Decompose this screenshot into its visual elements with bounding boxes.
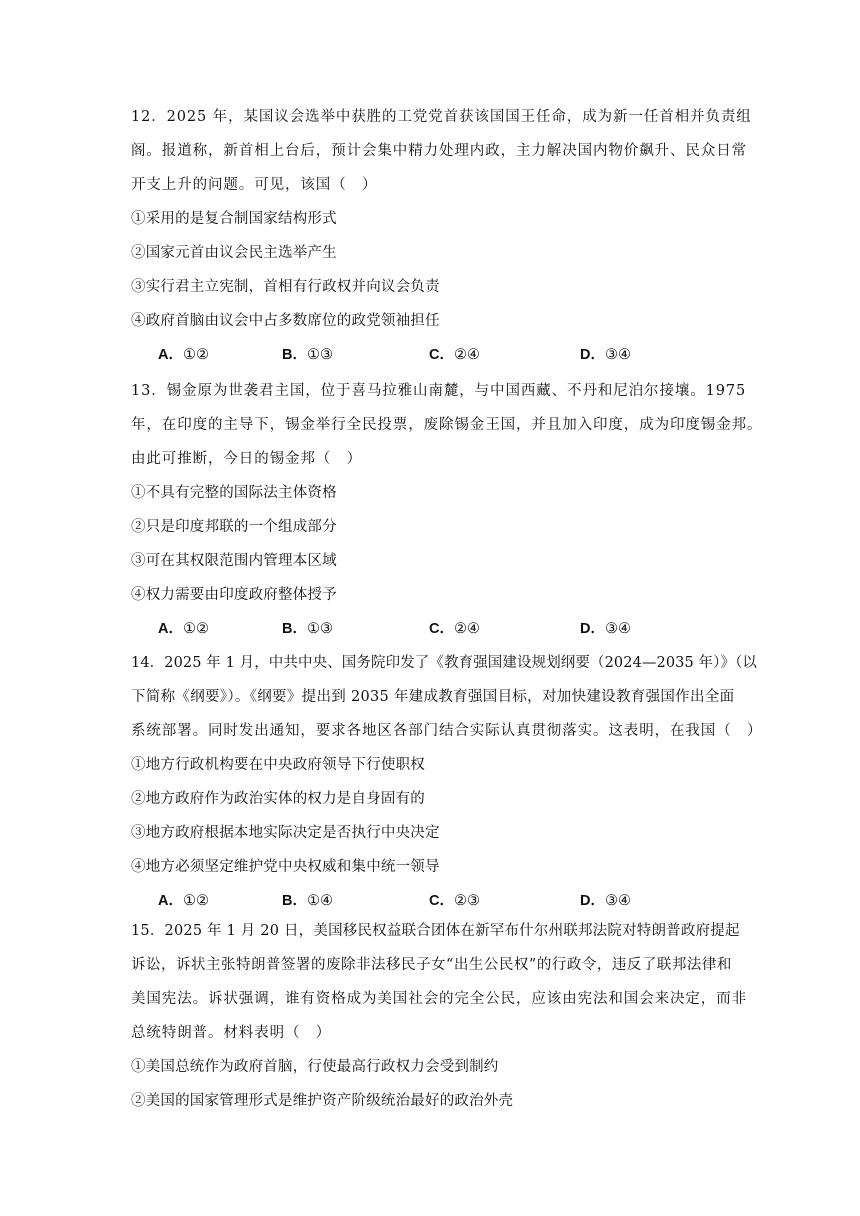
question-stem (131, 374, 763, 476)
stem-line: 下简称《纲要》）。《纲要》提出到 2035 年建成教育强国目标，对加快建设教育强国作出全面 (131, 689, 735, 705)
option-d[interactable]: D．③④ (580, 621, 631, 637)
stem-line: 总统特朗普。材料表明（ ） (131, 1025, 332, 1041)
statement-item: ③可在其权限范围内管理本区域 (131, 553, 337, 569)
option-c[interactable]: C．②③ (429, 893, 480, 909)
stem-line: 14．2025 年 1 月，中共中央、国务院印发了《教育强国建设规划纲要（2024—2035 年）》（以 (131, 655, 758, 671)
statement-item: ④政府首脑由议会中占多数席位的政党领袖担任 (131, 313, 440, 329)
answer-options (131, 884, 731, 918)
question-14 (131, 646, 763, 918)
statement-item: ①美国总统作为政府首脑，行使最高行政权力会受到制约 (131, 1059, 499, 1075)
option-b[interactable]: B．①③ (282, 621, 333, 637)
option-c[interactable]: C．②④ (429, 347, 480, 363)
question-15 (131, 914, 747, 1118)
option-b[interactable]: B．①③ (282, 347, 333, 363)
statement-item: ③实行君主立宪制，首相有行政权并向议会负责 (131, 279, 440, 295)
stem-line: 15．2025 年 1 月 20 日，美国移民权益联合团体在新罕布什尔州联邦法院对特朗普政府提起 (131, 923, 740, 939)
option-a[interactable]: A．①② (158, 621, 209, 637)
question-stem (131, 100, 752, 202)
statement-item: ①采用的是复合制国家结构形式 (131, 211, 337, 227)
option-d[interactable]: D．③④ (580, 347, 631, 363)
stem-line: 12．2025 年，某国议会选举中获胜的工党党首获该国国王任命，成为新一任首相并负责组 (131, 109, 752, 125)
option-a[interactable]: A．①② (158, 347, 209, 363)
option-a[interactable]: A．①② (158, 893, 209, 909)
answer-options (131, 612, 731, 646)
question-stem (131, 914, 747, 1050)
question-13 (131, 374, 763, 646)
stem-line: 诉讼，诉状主张特朗普签署的废除非法移民子女“出生公民权”的行政令，违反了联邦法律和 (131, 957, 732, 973)
option-d[interactable]: D．③④ (580, 893, 631, 909)
statement-item: ②地方政府作为政治实体的权力是自身固有的 (131, 791, 425, 807)
stem-line: 由此可推断，今日的锡金邦（ ） (131, 451, 362, 467)
stem-line: 年，在印度的主导下，锡金举行全民投票，废除锡金王国，并且加入印度，成为印度锡金邦。 (131, 417, 763, 433)
stem-line: 阁。报道称，新首相上台后，预计会集中精力处理内政，主力解决国内物价飙升、民众日常 (131, 143, 747, 159)
stem-line: 13．锡金原为世袭君主国，位于喜马拉雅山南麓，与中国西藏、不丹和尼泊尔接壤。1975 (131, 383, 747, 399)
stem-line: 系统部署。同时发出通知，要求各地区各部门结合实际认真贯彻落实。这表明，在我国（ ） (131, 723, 763, 739)
question-12 (131, 100, 752, 372)
answer-options (131, 338, 731, 372)
option-c[interactable]: C．②④ (429, 621, 480, 637)
statement-item: ①地方行政机构要在中央政府领导下行使职权 (131, 757, 425, 773)
statement-item: ④地方必须坚定维护党中央权威和集中统一领导 (131, 859, 440, 875)
stem-line: 开支上升的问题。可见，该国（ ） (131, 177, 378, 193)
statement-item: ③地方政府根据本地实际决定是否执行中央决定 (131, 825, 440, 841)
statement-item: ②国家元首由议会民主选举产生 (131, 245, 337, 261)
statement-item: ④权力需要由印度政府整体授予 (131, 587, 337, 603)
question-stem (131, 646, 763, 748)
statement-item: ②美国的国家管理形式是维护资产阶级统治最好的政治外壳 (131, 1093, 514, 1109)
option-b[interactable]: B．①④ (282, 893, 333, 909)
statement-item: ①不具有完整的国际法主体资格 (131, 485, 337, 501)
statement-item: ②只是印度邦联的一个组成部分 (131, 519, 337, 535)
stem-line: 美国宪法。诉状强调，谁有资格成为美国社会的完全公民，应该由宪法和国会来决定，而非 (131, 991, 747, 1007)
